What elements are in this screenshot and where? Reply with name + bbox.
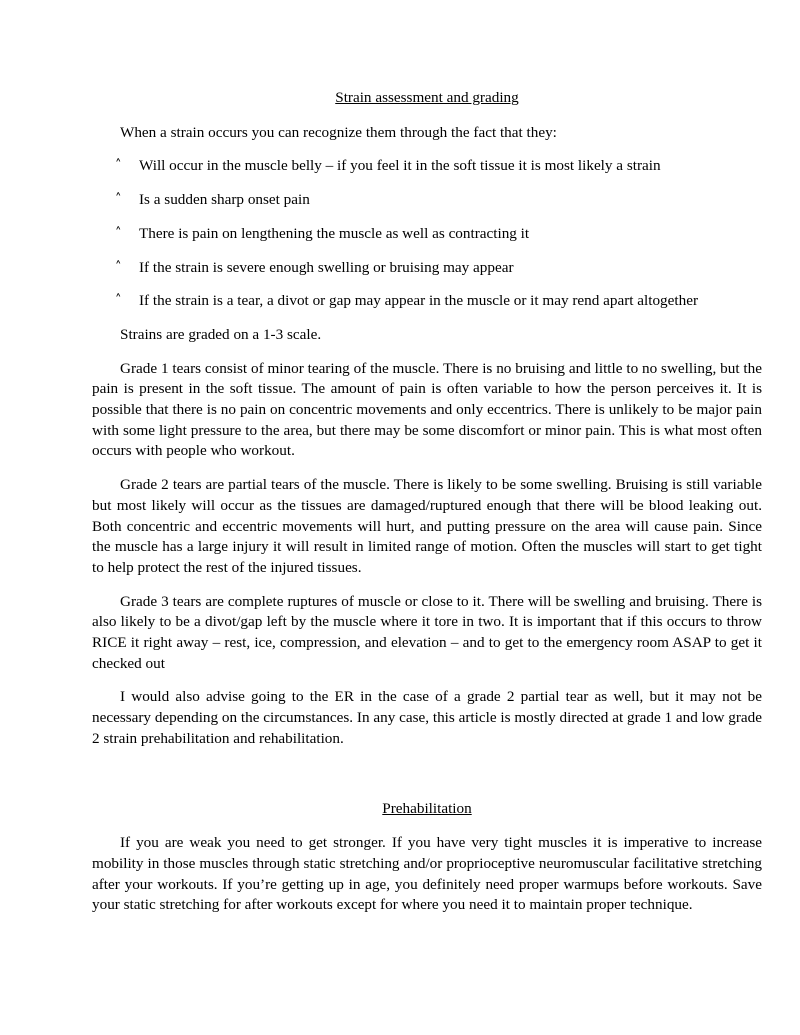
- bullet-text: There is pain on lengthening the muscle as well as contracting it: [139, 224, 530, 242]
- bullet-item: [92, 291, 762, 312]
- bullet-text: If the strain is severe enough swelling or bruising may appear: [139, 258, 514, 276]
- grade-3-paragraph: Grade 3 tears are complete ruptures of muscle or close to it. There will be swelling and bruising. There is also likely to be a divot/gap left by the muscle where it tore in two. It is important that if this occurs to throw RICE it right away – rest, ice, compression, and elevation – and to get to the emergency room ASAP to get it checked out: [92, 592, 762, 672]
- tree-bullet-icon: ˄: [115, 293, 122, 309]
- tree-bullet-icon: ˄: [115, 259, 122, 275]
- grading-scale-text: Strains are graded on a 1-3 scale.: [120, 325, 322, 343]
- prehabilitation-paragraph: If you are weak you need to get stronger. If you have very tight muscles it is imperative to increase mobility in those muscles through static stretching and/or proprioceptive neuromuscular facilitative stretching after your workouts. If you’re getting up in age, you definitely need proper warmups before workouts. Save your static stretching for after workouts except for where you need it to maintain proper technique.: [92, 834, 762, 914]
- symptom-bullet-list: [92, 156, 762, 312]
- bullet-item: [92, 258, 762, 279]
- bullet-item: [92, 224, 762, 245]
- bullet-item: [92, 190, 762, 211]
- tree-bullet-icon: ˄: [115, 158, 122, 174]
- bullet-text: Is a sudden sharp onset pain: [139, 191, 310, 209]
- tree-bullet-icon: ˄: [115, 225, 122, 241]
- section-heading-prehabilitation: Prehabilitation: [382, 799, 472, 817]
- section-heading-strain-assessment: Strain assessment and grading: [335, 89, 519, 106]
- er-advice-paragraph: I would also advise going to the ER in the case of a grade 2 partial tear as well, but it may not be necessary depending on the circumstances. In any case, this article is mostly directed at grade 1 and low grade 2 strain prehabilitation and rehabilitation.: [92, 688, 762, 747]
- grade-1-paragraph: Grade 1 tears consist of minor tearing of the muscle. There is no bruising and little to no swelling, but the pain is present in the soft tissue. The amount of pain is often variable to how the person perceives it. It is possible that there is no pain on concentric movements and only eccentrics. There is unlikely to be major pain with some light pressure to the area, but there may be some discomfort or minor pain. This is what most often occurs with people who workout.: [92, 359, 762, 460]
- bullet-text: If the strain is a tear, a divot or gap may appear in the muscle or it may rend apart altogether: [139, 292, 699, 310]
- bullet-text: Will occur in the muscle belly – if you feel it in the soft tissue it is most likely a strain: [139, 157, 661, 175]
- grade-2-paragraph: Grade 2 tears are partial tears of the muscle. There is likely to be some swelling. Bruising is still variable but most likely will occur as the tissues are damaged/ruptured enough that there will be blood leaking out. Both concentric and eccentric movements will hurt, and putting pressure on the area will cause pain. Since the muscle has a large injury it will result in limited range of motion. Often the muscles will start to get tight to help protect the rest of the injured tissues.: [92, 476, 762, 576]
- intro-text: When a strain occurs you can recognize them through the fact that they:: [120, 123, 557, 141]
- tree-bullet-icon: ˄: [115, 192, 122, 208]
- bullet-item: [92, 156, 762, 177]
